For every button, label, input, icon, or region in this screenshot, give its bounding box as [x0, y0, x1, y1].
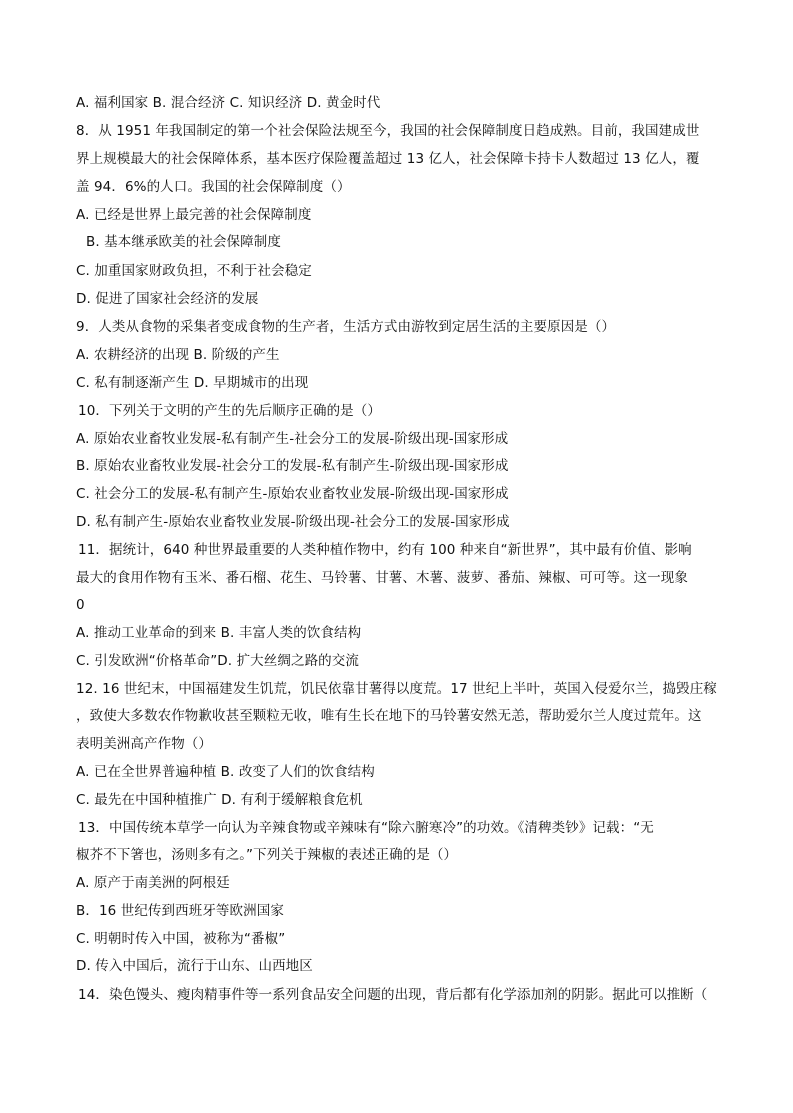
option-line: D. 促进了国家社会经济的发展	[76, 291, 259, 307]
text-line: 界上规模最大的社会保障体系，基本医疗保险覆盖超过 13 亿人，社会保障卡持卡人数超过 13 亿人，覆	[76, 151, 700, 167]
option-line: A. 已在全世界普遍种植 B. 改变了人们的饮食结构	[76, 764, 375, 780]
question-12-stem: 12. 16 世纪末，中国福建发生饥荒，饥民依靠甘薯得以度荒。17 世纪上半叶，英国入侵爱尔兰，捣毁庄稼	[76, 681, 717, 697]
option-line: C. 私有制逐渐产生 D. 早期城市的出现	[76, 375, 309, 391]
option-line: C. 引发欧洲“价格革命”D. 扩大丝绸之路的交流	[76, 653, 359, 669]
text-line: 盖 94．6%的人口。我国的社会保障制度（）	[76, 179, 351, 195]
text-line: A. 福利国家 B. 混合经济 C. 知识经济 D. 黄金时代	[76, 95, 381, 111]
option-line: D. 传入中国后，流行于山东、山西地区	[76, 958, 313, 974]
option-line: A. 原始农业畜牧业发展-私有制产生-社会分工的发展-阶级出现-国家形成	[76, 431, 509, 447]
question-13-stem: 13．中国传统本草学一向认为辛辣食物或辛辣味有“除六腑寒冷”的功效。《清稗类钞》记载：“无	[78, 820, 654, 836]
option-line: B. 原始农业畜牧业发展-社会分工的发展-私有制产生-阶级出现-国家形成	[76, 458, 509, 474]
question-11-stem: 11．据统计，640 种世界最重要的人类种植作物中，约有 100 种来自“新世界”，其中最有价值、影响	[78, 542, 692, 558]
question-10-stem: 10．下列关于文明的产生的先后顺序正确的是（）	[78, 403, 381, 419]
text-line: 表明美洲高产作物（）	[76, 736, 212, 752]
question-9-stem: 9．人类从食物的采集者变成食物的生产者，生活方式由游牧到定居生活的主要原因是（）	[76, 319, 616, 335]
text-line: 最大的食用作物有玉米、番石榴、花生、马铃薯、甘薯、木薯、菠萝、番茄、辣椒、可可等。这一现象	[76, 570, 688, 586]
option-line: A. 已经是世界上最完善的社会保障制度	[76, 207, 312, 223]
option-line: A. 推动工业革命的到来 B. 丰富人类的饮食结构	[76, 625, 362, 641]
option-line: B．16 世纪传到西班牙等欧洲国家	[76, 903, 284, 919]
text-line: ，致使大多数农作物歉收甚至颗粒无收，唯有生长在地下的马铃薯安然无恙，帮助爱尔兰人度过荒年。这	[76, 708, 702, 724]
option-line: B. 基本继承欧美的社会保障制度	[86, 234, 281, 250]
text-line: 椒芥不下箸也，汤则多有之。”下列关于辣椒的表述正确的是（）	[76, 847, 458, 863]
option-line: D. 私有制产生-原始农业畜牧业发展-阶级出现-社会分工的发展-国家形成	[76, 514, 510, 530]
question-14-stem: 14．染色馒头、瘦肉精事件等一系列食品安全问题的出现，背后都有化学添加剂的阴影。据此可以推断（	[78, 987, 708, 1003]
text-line: 0	[76, 597, 85, 613]
option-line: C. 社会分工的发展-私有制产生-原始农业畜牧业发展-阶级出现-国家形成	[76, 486, 509, 502]
option-line: A. 原产于南美洲的阿根廷	[76, 875, 230, 891]
option-line: C. 明朝时传入中国，被称为“番椒”	[76, 931, 286, 947]
option-line: A. 农耕经济的出现 B. 阶级的产生	[76, 347, 280, 363]
option-line: C. 加重国家财政负担，不利于社会稳定	[76, 263, 312, 279]
option-line: C. 最先在中国种植推广 D. 有利于缓解粮食危机	[76, 792, 363, 808]
question-8-stem: 8．从 1951 年我国制定的第一个社会保险法规至今，我国的社会保障制度日趋成熟。目前，我国建成世	[76, 123, 700, 139]
